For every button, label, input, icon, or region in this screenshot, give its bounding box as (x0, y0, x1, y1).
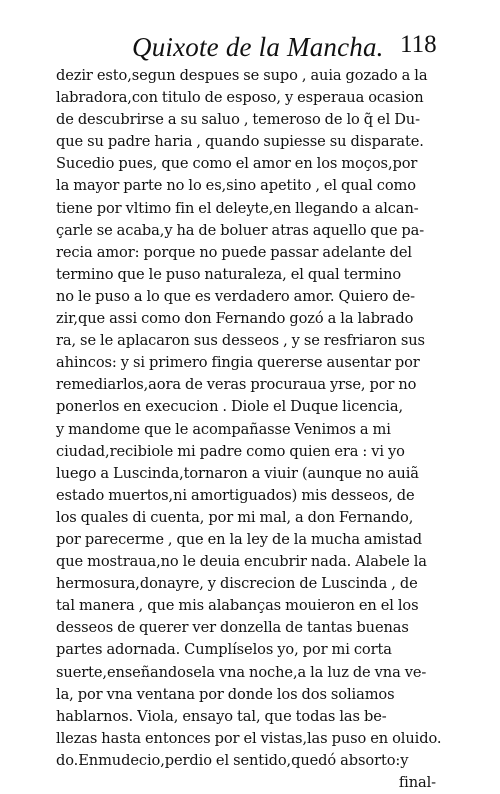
text-line: tal manera , que mis alabanças mouieron en el los (56, 597, 419, 615)
text-line: de descubrirse a su saluo , temeroso de lo q̃ el Du- (56, 111, 420, 129)
text-line: la, por vna ventana por donde los dos soliamos (56, 685, 395, 703)
text-line: que mostraua,no le deuia encubrir nada. Alabele la (56, 553, 427, 571)
text-line: termino que le puso naturaleza, el qual termino (56, 265, 402, 283)
text-line: la mayor parte no lo es,sino apetito , el qual como (56, 177, 416, 195)
text-line: suerte,enseñandosela vna noche,a la luz de vna ve- (56, 663, 427, 681)
text-line: remediarlos,aora de veras procuraua yrse, por no (56, 376, 417, 394)
text-line: y mandome que le acompañasse Venimos a mi (56, 420, 391, 438)
text-line: recia amor: porque no puede passar adelante del (56, 243, 412, 261)
text-line: labradora,con titulo de esposo, y esperaua ocasion (56, 89, 424, 107)
text-line: do.Enmudecio,perdio el sentido,quedó absorto:y (56, 751, 409, 769)
catchword: final- (398, 774, 436, 791)
text-line: tiene por vltimo fin el deleyte,en llegando a alcan- (56, 199, 419, 217)
text-line: çarle se acaba,y ha de boluer atras aquello que pa- (56, 221, 425, 239)
text-line: ciudad,recibiole mi padre como quien era : vi yo (56, 442, 405, 460)
running-title: Quixote de la Mancha. (132, 32, 384, 62)
text-line: ahincos: y si primero fingia quererse ausentar por (56, 354, 420, 372)
text-line: los quales di cuenta, por mi mal, a don Fernando, (56, 508, 414, 526)
text-line: llezas hasta entonces por el vistas,las puso en oluido. (56, 729, 442, 747)
text-line: dezir esto,segun despues se supo , auia gozado a la (56, 67, 428, 84)
text-line: ponerlos en execucion . Diole el Duque licencia, (56, 398, 403, 416)
text-line: estado muertos,ni amortiguados) mis desseos, de (56, 486, 415, 504)
page-header (0, 26, 500, 66)
text-line: no le puso a lo que es verdadero amor. Quiero de- (56, 287, 415, 305)
text-line: ra, se le aplacaron sus desseos , y se resfriaron sus (56, 332, 425, 350)
text-line: hablarnos. Viola, ensayo tal, que todas las be- (56, 707, 387, 725)
page-number: 118 (400, 31, 437, 58)
text-line: partes adornada. Cumplíselos yo, por mi corta (56, 641, 392, 659)
text-line: zir,que assi como don Fernando gozó a la labrado (56, 310, 414, 328)
text-line: desseos de querer ver donzella de tantas buenas (56, 619, 409, 637)
text-line: hermosura,donayre, y discrecion de Luscinda , de (56, 575, 418, 593)
text-line: que su padre haria , quando supiesse su disparate. (56, 133, 424, 151)
text-line: por parecerme , que en la ley de la mucha amistad (56, 530, 422, 548)
text-line: luego a Luscinda,tornaron a viuir (aunque no auiã (56, 464, 419, 482)
body-text (56, 65, 448, 794)
text-line: Sucedio pues, que como el amor en los moços,por (56, 155, 418, 173)
